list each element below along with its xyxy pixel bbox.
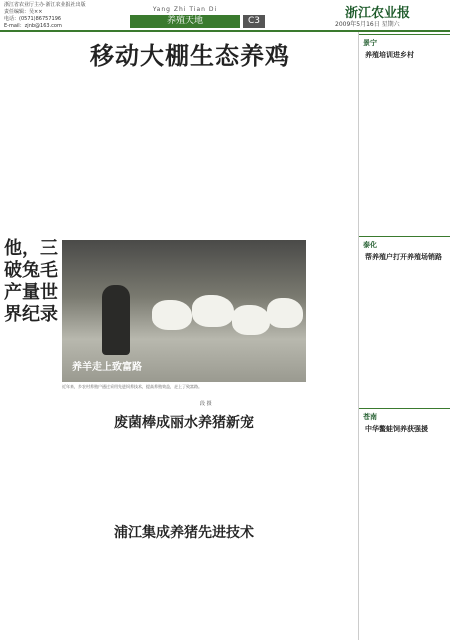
photo-goat	[232, 305, 270, 335]
masthead	[0, 0, 450, 30]
sidebar-headline: 中华鳖蛙饲养获强援	[365, 425, 428, 433]
photo-goat	[192, 295, 234, 327]
sidebar-headline: 帮养殖户打开养殖场销路	[365, 253, 442, 261]
section-pinyin: Yang Zhi Tian Di	[152, 6, 218, 13]
photo-caption: 近年来，乡农村养殖户通过采用先进饲养技术，提高养殖效益，走上了致富路。	[62, 384, 202, 389]
photo-farmer	[102, 285, 130, 355]
sidebar-region: 泰化	[363, 241, 377, 249]
sidebar-rule	[359, 34, 450, 35]
headline-article3: 浦江集成养猪先进技术	[114, 525, 254, 541]
photo-credit: 段 摄	[200, 401, 212, 407]
news-photo	[62, 240, 306, 382]
sidebar-region: 苍南	[363, 413, 377, 421]
sidebar-headline: 养殖培训进乡村	[365, 51, 414, 59]
sidebar-rule	[359, 236, 450, 237]
masthead-info: 浙江省农业厅主办·浙江农业报社出版 责任编辑：吴×× 电话：(0571)86757196 E-mail：zjnb@163.com	[4, 2, 86, 29]
sidebar-body	[363, 264, 447, 404]
photo-goat	[152, 300, 192, 330]
headline-main: 移动大棚生态养鸡	[90, 42, 290, 70]
section-title: 养殖天地	[130, 15, 240, 28]
issue-date: 2009年5月16日 星期六	[335, 21, 400, 28]
article-body	[4, 70, 356, 235]
headline-vertical: 他，三破兔毛产量世界纪录	[4, 238, 58, 325]
side-column-body	[4, 420, 59, 636]
sidebar-region: 景宁	[363, 39, 377, 47]
photo-overlay-text: 养羊走上致富路	[72, 362, 142, 373]
article2-body	[62, 434, 356, 518]
newspaper-name: 浙江农业报	[345, 6, 411, 21]
photo-goat	[267, 298, 303, 328]
sidebar-body	[363, 62, 447, 232]
page-number: C3	[243, 15, 265, 28]
headline-article2: 废菌棒成丽水养猪新宠	[114, 415, 254, 431]
sidebar-body	[363, 436, 447, 636]
sidebar-rule	[359, 408, 450, 409]
article3-body	[62, 544, 356, 636]
news-sidebar	[358, 32, 450, 640]
